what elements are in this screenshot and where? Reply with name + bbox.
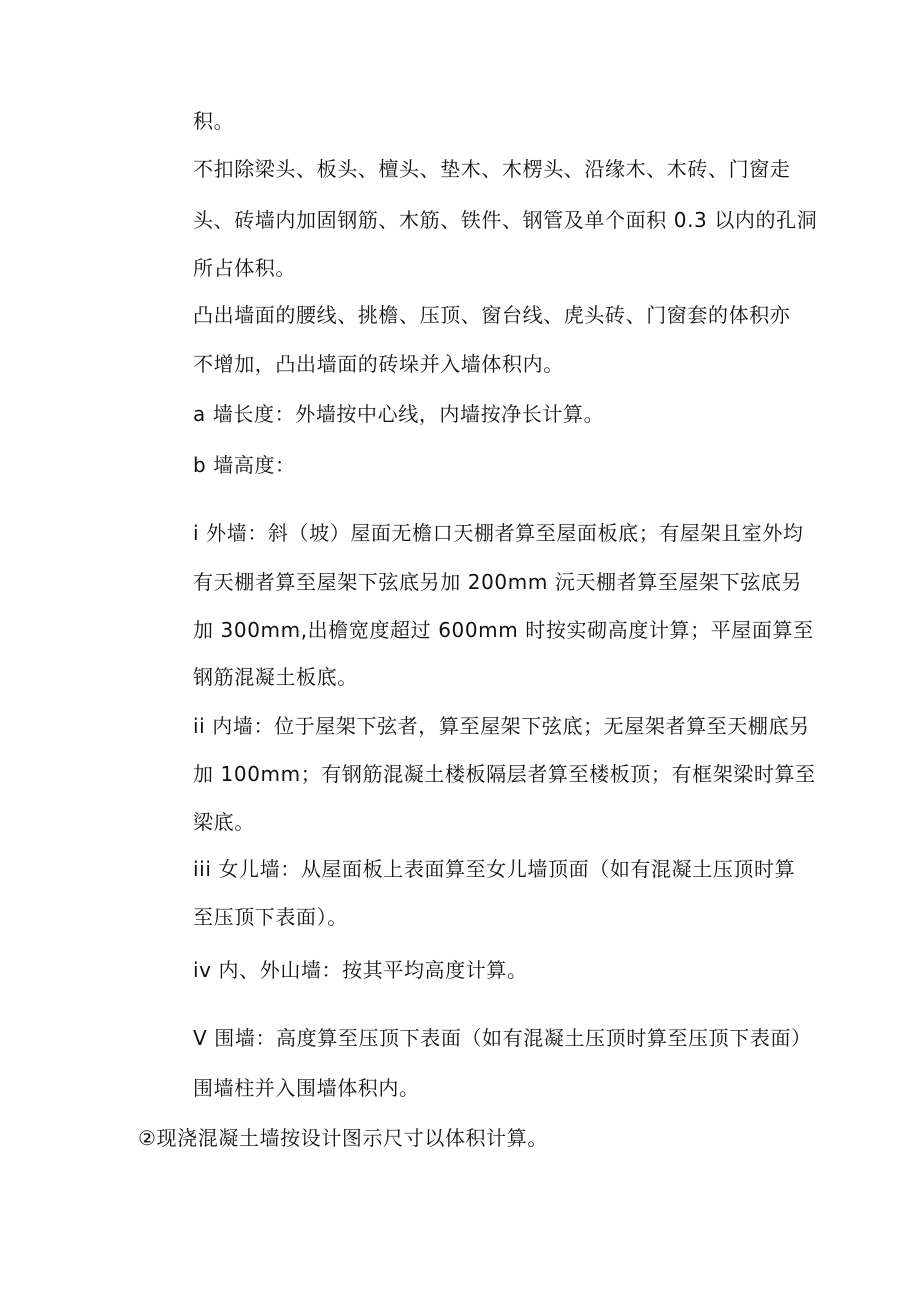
- text-line-13: ii 内墙：位于屋架下弦者，算至屋架下弦底；无屋架者算至天棚底另: [193, 714, 810, 738]
- text-line-06: 不增加，凸出墙面的砖垛并入墙体积内。: [193, 352, 564, 376]
- text-line-10: 有天棚者算至屋架下弦底另加 200mm 沅天棚者算至屋架下弦底另: [193, 570, 803, 594]
- text-line-04: 所占体积。: [193, 256, 296, 280]
- text-line-03: 头、砖墙内加固钢筋、木筋、铁件、钢管及单个面积 0.3 以内的孔洞: [193, 208, 818, 232]
- text-line-18: iv 内、外山墙：按其平均高度计算。: [193, 958, 528, 982]
- text-line-14: 加 100mm；有钢筋混凝土楼板隔层者算至楼板顶；有框架梁时算至: [193, 762, 816, 786]
- text-line-02: 不扣除梁头、板头、檀头、垫木、木楞头、沿缘木、木砖、门窗走: [193, 157, 791, 181]
- text-line-08: b 墙高度：: [193, 453, 296, 477]
- text-line-20: 围墙柱并入围墙体积内。: [193, 1076, 420, 1100]
- text-line-12: 钢筋混凝土板底。: [193, 665, 358, 689]
- text-line-19: Ⅴ 围墙：高度算至压顶下表面（如有混凝土压顶时算至压顶下表面）: [193, 1026, 812, 1050]
- text-line-17: 至压顶下表面）。: [193, 905, 348, 929]
- text-line-15: 梁底。: [193, 810, 255, 834]
- text-line-11: 加 300mm,出檐宽度超过 600mm 时按实砌高度计算；平屋面算至: [193, 618, 814, 642]
- text-line-16: iii 女儿墙：从屋面板上表面算至女儿墙顶面（如有混凝土压顶时算: [193, 857, 796, 881]
- text-line-05: 凸出墙面的腰线、挑檐、压顶、窗台线、虎头砖、门窗套的体积亦: [193, 303, 791, 327]
- text-line-01: 积。: [193, 109, 235, 133]
- text-line-21: ②现浇混凝土墙按设计图示尺寸以体积计算。: [138, 1126, 548, 1150]
- text-line-07: a 墙长度：外墙按中心线，内墙按净长计算。: [193, 402, 605, 426]
- text-line-09: i 外墙：斜（坡）屋面无檐口天棚者算至屋面板底；有屋架且室外均: [193, 521, 804, 545]
